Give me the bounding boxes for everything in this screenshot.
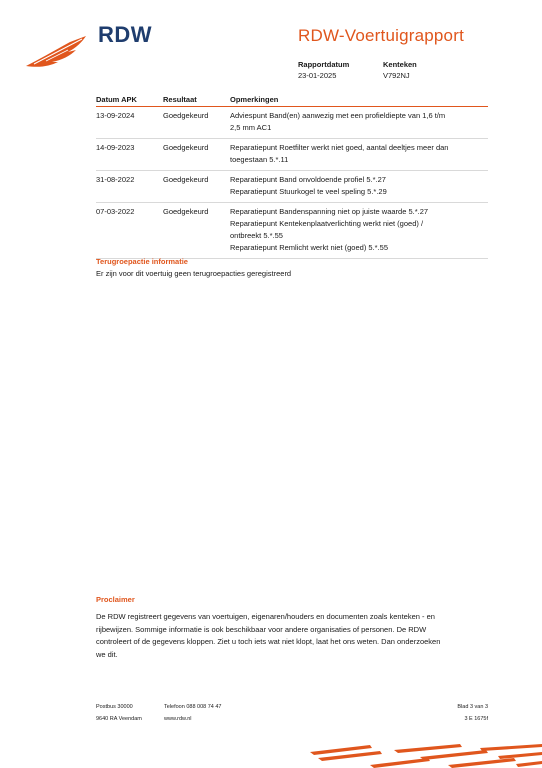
remark-line: Reparatiepunt Remlicht werkt niet (goed) 5.*.55 [230,243,388,252]
apk-result: Goedgekeurd [163,171,230,203]
decorative-stripes-icon [310,744,542,768]
remark-line: Reparatiepunt Bandenspanning niet op juiste waarde 5.*.27 [230,207,429,216]
remark-line: Reparatiepunt Roetfilter werkt niet goed, aantal deeltjes meer dan [230,143,449,152]
table-row [96,139,488,171]
remark-line: 2,5 mm AC1 [230,123,272,132]
apk-result: Goedgekeurd [163,139,230,171]
remark-line: toegestaan 5.*.11 [230,155,289,164]
license-plate-value: V792NJ [383,71,410,80]
apk-history-table [96,95,488,259]
recall-section-title: Terugroepactie informatie [96,257,188,266]
apk-remarks [230,171,488,203]
remark-line: Reparatiepunt Kentekenplaatverlichting werkt niet (goed) / [230,219,424,228]
footer-page-number: Blad 3 van 3 [457,704,488,710]
column-header-remarks: Opmerkingen [230,95,488,107]
footer-phone: Telefoon 088 008 74 47 [164,704,222,710]
proclaimer-line: we dit. [96,649,118,659]
proclaimer-text [96,611,496,661]
table-row [96,203,488,259]
proclaimer-line: De RDW registreert gegevens van voertuigen, eigenaren/houders en documenten zoals kenteken - en [96,612,435,621]
proclaimer-title: Proclaimer [96,595,135,604]
footer-postbus: Postbus 30000 [96,704,133,710]
table-header-row [96,95,488,107]
apk-date: 31-08-2022 [96,171,163,203]
apk-remarks [230,107,488,139]
apk-result: Goedgekeurd [163,203,230,259]
apk-remarks [230,139,488,171]
report-date-value: 23-01-2025 [298,71,337,80]
footer-web: www.rdw.nl [164,716,192,722]
apk-date: 13-09-2024 [96,107,163,139]
remark-line: ontbreekt 5.*.55 [230,231,283,240]
rdw-feather-logo-icon [24,34,88,70]
report-date-label: Rapportdatum [298,60,350,69]
column-header-date: Datum APK [96,95,163,107]
recall-text: Er zijn voor dit voertuig geen terugroepacties geregistreerd [96,269,292,278]
proclaimer-line: rijbewijzen. Sommige informatie is ook beschikbaar voor andere organisaties of personen. De RDW [96,624,427,634]
column-header-result: Resultaat [163,95,230,107]
brand-name: RDW [98,22,153,47]
remark-line: Reparatiepunt Band onvoldoende profiel 5.*.27 [230,175,386,184]
license-plate-label: Kenteken [383,60,417,69]
footer-city: 9640 RA Veendam [96,716,142,722]
report-title: RDW-Voertuigrapport [298,26,464,45]
table-row [96,171,488,203]
footer-document-code: 3 E 1675f [464,716,488,722]
apk-remarks [230,203,488,259]
table-row [96,107,488,139]
remark-line: Reparatiepunt Stuurkogel te veel speling 5.*.29 [230,187,387,196]
apk-result: Goedgekeurd [163,107,230,139]
proclaimer-line: controleert of de gegevens kloppen. Ziet u toch iets wat niet klopt, laat het ons weten. Dan onderzoeken [96,637,441,646]
apk-date: 07-03-2022 [96,203,163,259]
apk-date: 14-09-2023 [96,139,163,171]
remark-line: Adviespunt Band(en) aanwezig met een profieldiepte van 1,6 t/m [230,111,446,120]
